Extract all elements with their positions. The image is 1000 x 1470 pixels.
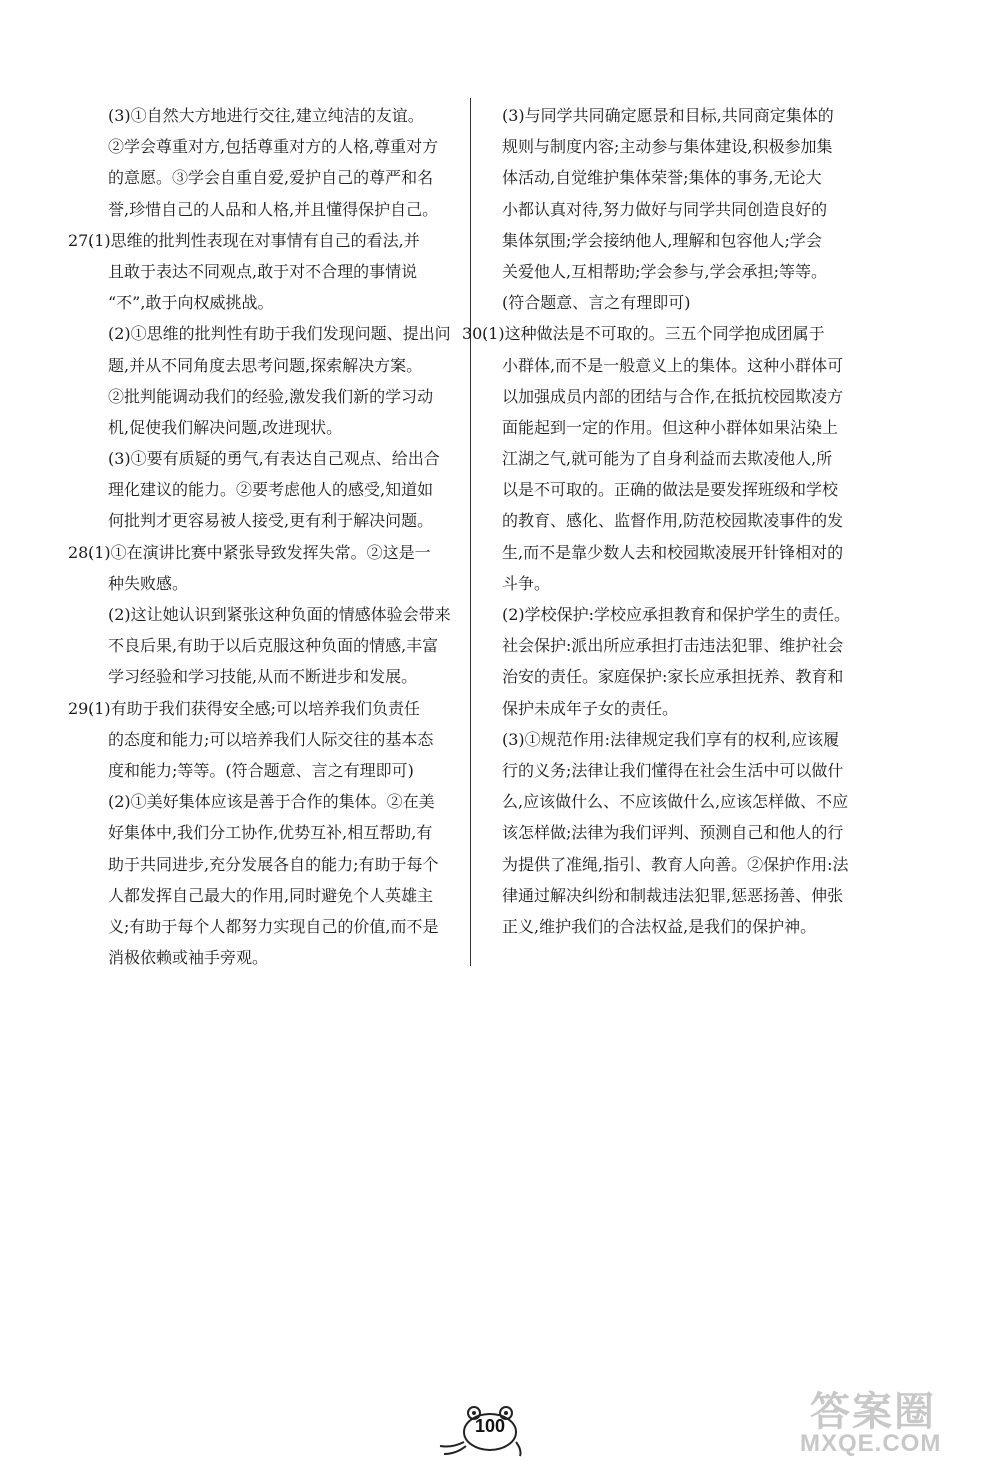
page-number: 100 [474,1416,506,1436]
text-line [88,162,462,193]
line-text: 斗争。 [502,573,551,593]
line-text: 正义,维护我们的合法权益,是我们的保护神。 [502,916,817,936]
line-text: 誉,珍惜自己的人品和人格,并且懂得保护自己。 [108,199,439,219]
text-line [68,537,462,568]
text-line [88,194,462,225]
line-text: 题,并从不同角度去思考问题,探索解决方案。 [108,355,423,375]
left-column [68,100,462,973]
text-line [482,256,880,287]
line-text: (1)有助于我们获得安全感;可以培养我们负责任 [88,698,421,718]
text-line [482,474,880,505]
text-line [88,786,462,817]
line-text: (1)这种做法是不可取的。三五个同学抱成团属于 [482,324,825,344]
text-line [88,599,462,630]
line-text: (符合题意、言之有理即可) [502,293,691,313]
line-text: 治安的责任。家庭保护:家长应承担抚养、教育和 [502,667,844,687]
line-text: 种失败感。 [108,573,189,593]
text-line [482,537,880,568]
line-text: 度和能力;等等。(符合题意、言之有理即可) [108,760,414,780]
text-line [482,661,880,692]
watermark [800,1380,990,1465]
line-text: 的意愿。③学会自重自爱,爱护自己的尊严和名 [108,168,434,188]
text-line [482,131,880,162]
text-line [482,599,880,630]
line-text: (1)思维的批判性表现在对事情有自己的看法,并 [88,230,420,250]
text-line [88,630,462,661]
text-line [88,318,462,349]
text-line [88,412,462,443]
text-line [88,443,462,474]
text-line [482,755,880,786]
line-text: 学习经验和学习技能,从而不断进步和发展。 [108,667,418,687]
text-line [88,474,462,505]
text-line [88,817,462,848]
line-text: (2)①美好集体应该是善于合作的集体。②在美 [108,792,435,812]
line-text: 不良后果,有助于以后克服这种负面的情感,丰富 [108,636,439,656]
text-line [68,225,462,256]
text-line [482,287,880,318]
text-line [88,287,462,318]
column-divider [470,98,471,966]
text-line [482,911,880,942]
text-line [88,849,462,880]
line-text: 面能起到一定的作用。但这种小群体如果沾染上 [502,417,839,437]
line-text: (2)这让她认识到紧张这种负面的情感体验会带来 [108,605,451,624]
line-text: (3)与同学共同确定愿景和目标,共同商定集体的 [502,106,834,125]
text-line [88,100,462,131]
text-line [88,911,462,942]
line-text: 人都发挥自己最大的作用,同时避免个人英雄主 [108,885,434,905]
line-text: (2)①思维的批判性有助于我们发现问题、提出问 [108,324,451,344]
text-line [88,256,462,287]
line-text: 江湖之气,就可能为了自身利益而去欺凌他人,所 [502,449,833,469]
text-line [482,568,880,599]
line-text: 规则与制度内容;主动参与集体建设,积极参加集 [502,137,833,157]
text-line [482,505,880,536]
question-number: 27. [68,230,94,250]
line-text: 行的义务;法律让我们懂得在社会生活中可以做什 [502,760,844,780]
text-line [88,942,462,973]
line-text: 助于共同进步,充分发展各自的能力;有助于每个 [108,854,439,874]
question-number: 30. [462,324,488,344]
line-text: (3)①要有质疑的勇气,有表达自己观点、给出合 [108,449,440,469]
question-number: 28. [68,542,94,562]
text-line [482,194,880,225]
line-text: 体活动,自觉维护集体荣誉;集体的事务,无论大 [502,168,822,188]
text-line [462,318,880,349]
text-line [68,693,462,724]
line-text: ②批判能调动我们的经验,激发我们新的学习动 [108,386,434,406]
text-line [88,350,462,381]
line-text: 律通过解决纠纷和制裁违法犯罪,惩恶扬善、伸张 [502,885,844,905]
line-text: 该怎样做;法律为我们评判、预测自己和他人的行 [502,823,844,843]
question-number: 29. [68,698,94,718]
line-text: 义;有助于每个人都努力实现自己的价值,而不是 [108,916,439,936]
line-text: 为提供了准绳,指引、教育人向善。②保护作用:法 [502,854,849,874]
line-text: 小都认真对待,努力做好与同学共同创造良好的 [502,199,828,219]
line-text: 保护未成年子女的责任。 [502,698,679,718]
text-line [88,755,462,786]
line-text: ②学会尊重对方,包括尊重对方的人格,尊重对方 [108,137,439,157]
line-text: (3)①自然大方地进行交往,建立纯洁的友谊。 [108,106,424,125]
watermark-logo: 答案圈 [810,1389,936,1435]
text-line [482,786,880,817]
text-line [482,849,880,880]
line-text: 好集体中,我们分工协作,优势互补,相互帮助,有 [108,823,433,843]
text-line [482,880,880,911]
watermark-url: MXQE.COM [800,1430,942,1457]
text-line [482,817,880,848]
text-line [482,412,880,443]
line-text: 且敢于表达不同观点,敢于对不合理的事情说 [108,261,418,281]
line-text: 关爱他人,互相帮助;学会参与,学会承担;等等。 [502,261,827,281]
text-line [88,381,462,412]
text-line [482,630,880,661]
text-line [482,225,880,256]
text-line [482,350,880,381]
text-line [482,693,880,724]
text-line [88,724,462,755]
text-line [88,505,462,536]
text-line [482,443,880,474]
line-text: 么,应该做什么、不应该做什么,应该怎样做、不应 [502,792,849,812]
line-text: 小群体,而不是一般意义上的集体。这种小群体可 [502,355,844,375]
line-text: 机,促使我们解决问题,改进现状。 [108,417,343,437]
line-text: (3)①规范作用:法律规定我们享有的权利,应该履 [502,729,840,749]
line-text: (2)学校保护:学校应承担教育和保护学生的责任。 [502,605,851,624]
line-text: 社会保护:派出所应承担打击违法犯罪、维护社会 [502,636,844,656]
line-text: 的态度和能力;可以培养我们人际交往的基本态 [108,729,434,749]
line-text: “不”,敢于向权威挑战。 [108,293,274,313]
line-text: (1)①在演讲比赛中紧张导致发挥失常。②这是一 [88,542,431,562]
line-text: 以加强成员内部的团结与合作,在抵抗校园欺凌方 [502,386,844,406]
text-line [482,100,880,131]
line-text: 理化建议的能力。②要考虑他人的感受,知道如 [108,480,434,500]
line-text: 的教育、感化、监督作用,防范校园欺凌事件的发 [502,511,844,531]
line-text: 以是不可取的。正确的做法是要发挥班级和学校 [502,480,839,500]
right-column [462,100,880,942]
line-text: 集体氛围;学会接纳他人,理解和包容他人;学会 [502,230,822,250]
page-number-badge [430,1402,530,1458]
text-line [88,880,462,911]
text-line [482,162,880,193]
line-text: 何批判才更容易被人接受,更有利于解决问题。 [108,511,434,531]
text-line [482,724,880,755]
text-line [88,131,462,162]
text-line [482,381,880,412]
text-line [88,568,462,599]
line-text: 生,而不是靠少数人去和校园欺凌展开针锋相对的 [502,542,844,562]
line-text: 消极依赖或袖手旁观。 [108,948,269,968]
text-line [88,661,462,692]
